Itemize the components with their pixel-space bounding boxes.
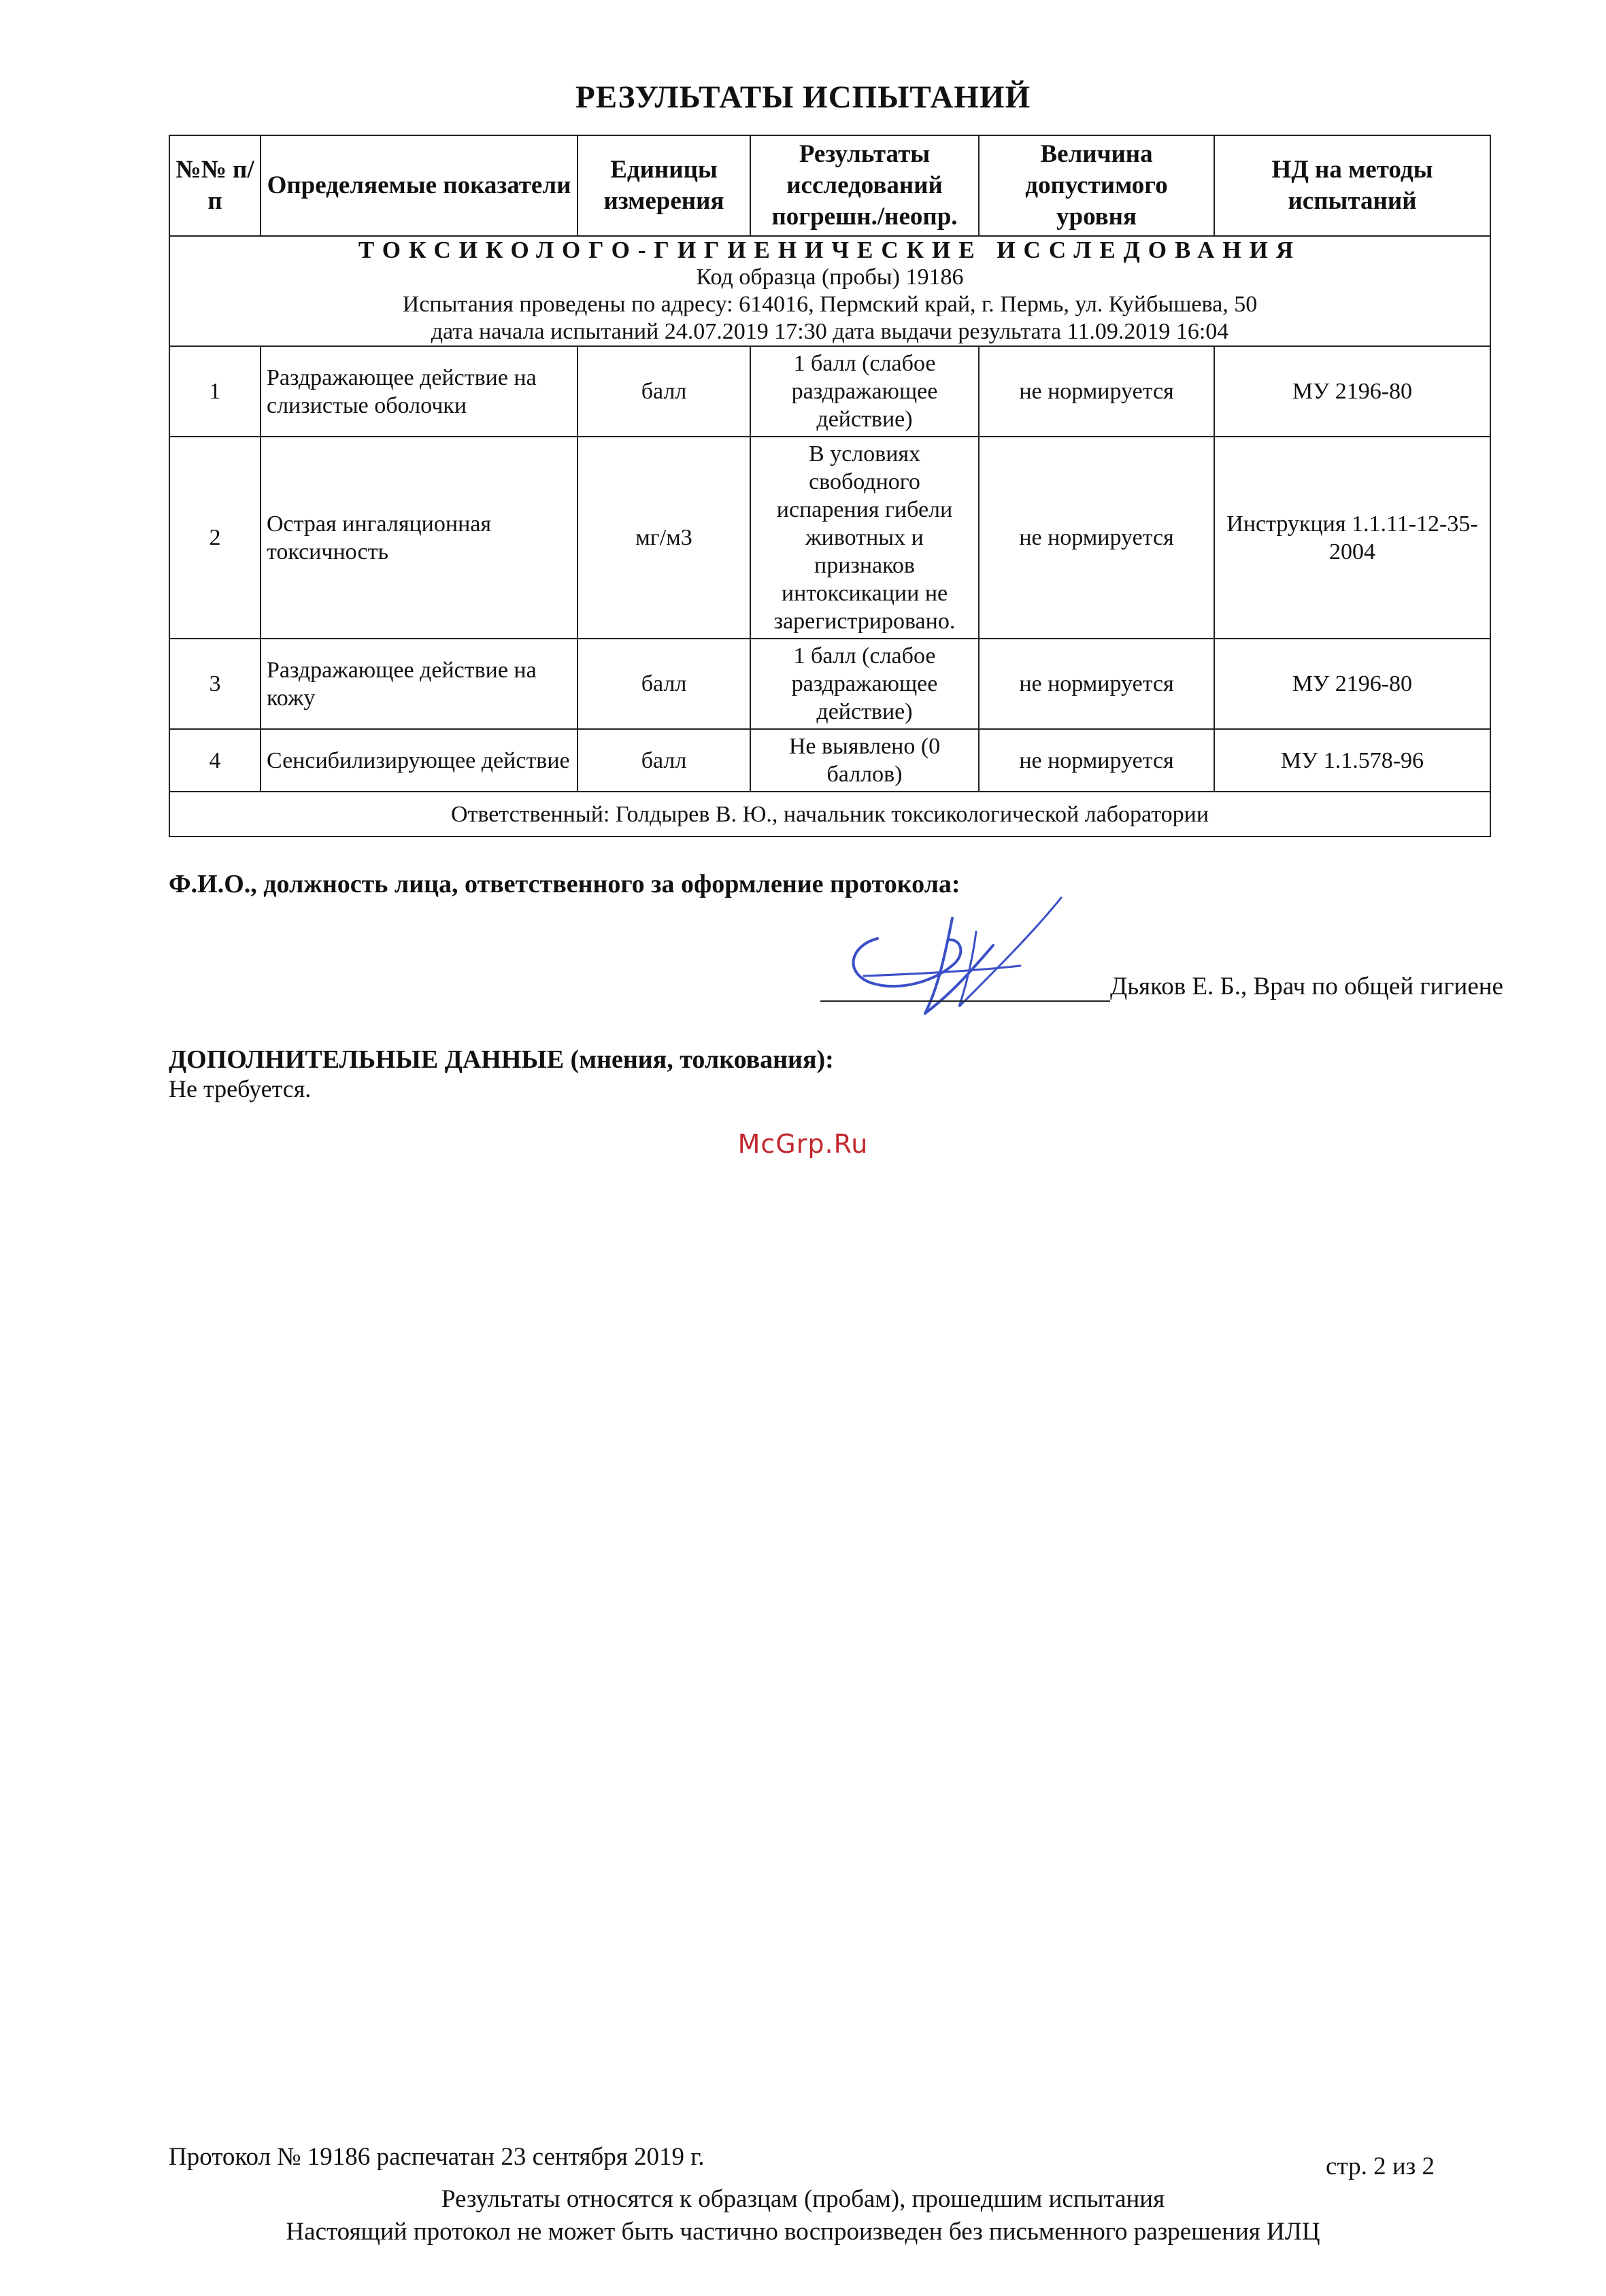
row-indicator: Раздражающее действие на слизистые оболочки <box>261 346 578 437</box>
responsible-row <box>169 792 1490 837</box>
header-num: №№ п/п <box>169 135 261 236</box>
row-result: 1 балл (слабое раздражающее действие) <box>750 346 979 437</box>
additional-data-label: ДОПОЛНИТЕЛЬНЫЕ ДАННЫЕ (мнения, толкования): <box>169 1045 834 1074</box>
test-dates: дата начала испытаний 24.07.2019 17:30 дата выдачи результата 11.09.2019 16:04 <box>431 319 1229 344</box>
section-title: ТОКСИКОЛОГО-ГИГИЕНИЧЕСКИЕ ИССЛЕДОВАНИЯ <box>358 237 1302 263</box>
table-row <box>169 437 1490 639</box>
table-header-row <box>169 135 1490 236</box>
watermark-link[interactable]: McGrp.Ru <box>737 1129 869 1159</box>
results-table <box>169 135 1491 837</box>
header-method: НД на методы испытаний <box>1214 135 1490 236</box>
test-address: Испытания проведены по адресу: 614016, Пермский край, г. Пермь, ул. Куйбышева, 50 <box>402 292 1258 317</box>
row-result: Не выявлено (0 баллов) <box>750 729 979 792</box>
row-num: 1 <box>169 346 261 437</box>
header-indicator: Определяемые показатели <box>261 135 578 236</box>
responsible-fio-label: Ф.И.О., должность лица, ответственного за оформление протокола: <box>169 870 960 898</box>
document-title: РЕЗУЛЬТАТЫ ИСПЫТАНИЙ <box>575 80 1031 115</box>
row-method: МУ 1.1.578-96 <box>1214 729 1490 792</box>
additional-data-value: Не требуется. <box>169 1075 312 1102</box>
table-row <box>169 346 1490 437</box>
row-num: 4 <box>169 729 261 792</box>
row-result: 1 балл (слабое раздражающее действие) <box>750 639 979 729</box>
page-number: стр. 2 из 2 <box>1326 2152 1435 2180</box>
row-method: Инструкция 1.1.11-12-35-2004 <box>1214 437 1490 639</box>
row-limit: не нормируется <box>979 437 1214 639</box>
row-indicator: Острая ингаляционная токсичность <box>261 437 578 639</box>
row-indicator: Раздражающее действие на кожу <box>261 639 578 729</box>
row-result: В условиях свободного испарения гибели животных и признаков интоксикации не зарегистрировано. <box>750 437 979 639</box>
table-row <box>169 639 1490 729</box>
sample-code: Код образца (пробы) 19186 <box>696 265 964 290</box>
row-units: балл <box>578 729 750 792</box>
footer-protocol-info: Протокол № 19186 распечатан 23 сентября 2019 г. <box>169 2143 705 2171</box>
section-cell <box>169 236 1490 346</box>
row-method: МУ 2196-80 <box>1214 346 1490 437</box>
signature-line <box>820 1000 1110 1002</box>
row-num: 2 <box>169 437 261 639</box>
row-method: МУ 2196-80 <box>1214 639 1490 729</box>
row-limit: не нормируется <box>979 729 1214 792</box>
footer-reproduction-note: Настоящий протокол не может быть частично воспроизведен без письменного разрешения ИЛЦ <box>286 2218 1320 2246</box>
header-units: Единицы измерения <box>578 135 750 236</box>
signer-name: Дьяков Е. Б., Врач по общей гигиене <box>1110 973 1503 1000</box>
responsible-person: Ответственный: Голдырев В. Ю., начальник токсикологической лаборатории <box>169 792 1490 837</box>
header-limit: Величина допустимого уровня <box>979 135 1214 236</box>
footer-results-note: Результаты относятся к образцам (пробам), прошедшим испытания <box>441 2185 1165 2213</box>
row-limit: не нормируется <box>979 639 1214 729</box>
row-indicator: Сенсибилизирующее действие <box>261 729 578 792</box>
row-units: балл <box>578 639 750 729</box>
row-units: балл <box>578 346 750 437</box>
row-limit: не нормируется <box>979 346 1214 437</box>
row-units: мг/м3 <box>578 437 750 639</box>
table-row <box>169 729 1490 792</box>
row-num: 3 <box>169 639 261 729</box>
header-results: Результаты исследований погрешн./неопр. <box>750 135 979 236</box>
section-row <box>169 236 1490 346</box>
